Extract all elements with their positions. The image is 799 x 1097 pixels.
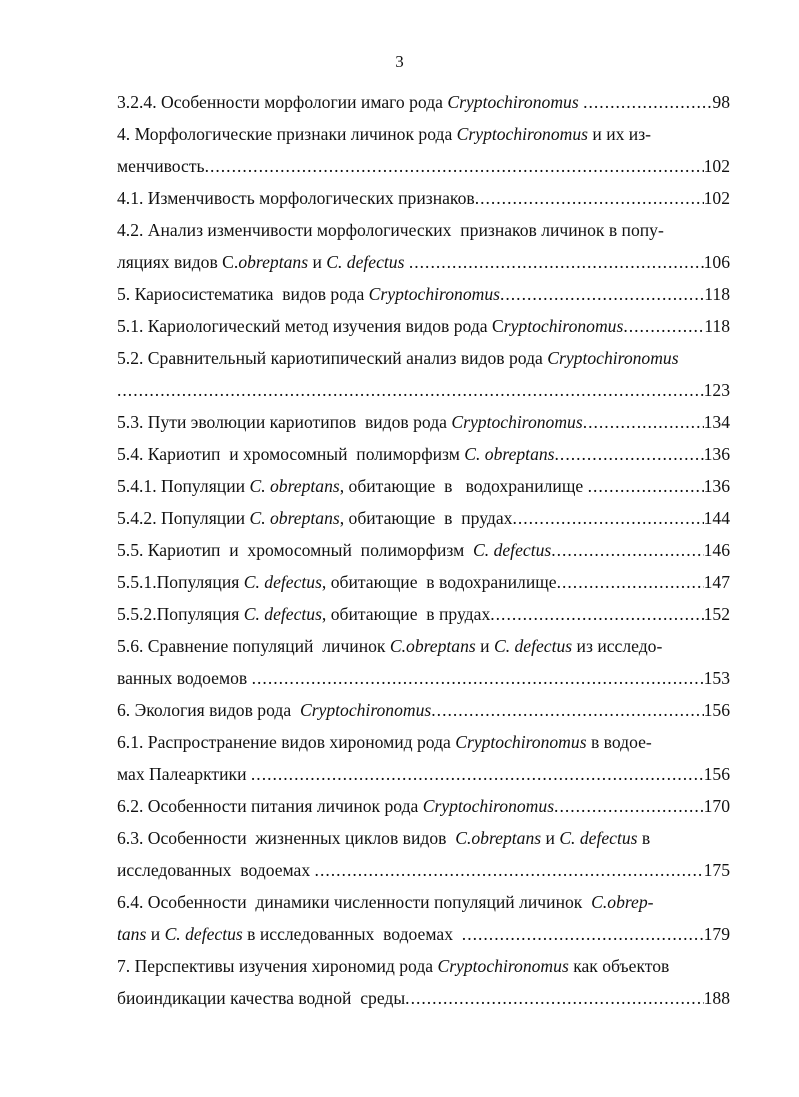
toc-line bbox=[117, 662, 730, 694]
toc-page-number: 179 bbox=[703, 924, 730, 944]
toc-text-segment: , обитающие в водохранилище bbox=[321, 572, 557, 592]
toc-line bbox=[117, 854, 730, 886]
toc-text-segment: в водое- bbox=[586, 732, 652, 752]
toc-text-segment: 5.5. Кариотип и хромосомный полиморфизм bbox=[117, 540, 474, 560]
toc-line bbox=[117, 534, 730, 566]
taxon-name: obreptans bbox=[238, 252, 309, 272]
toc-line-text bbox=[117, 662, 252, 694]
taxon-name: C. obreptans bbox=[249, 476, 340, 496]
leader-dots bbox=[205, 150, 704, 182]
toc-text-segment: 5.1. Кариологический метод изучения видов рода C bbox=[117, 316, 504, 336]
toc-page-number: 152 bbox=[703, 604, 730, 624]
toc-line-text bbox=[117, 886, 654, 918]
toc-page-number: 106 bbox=[703, 252, 730, 272]
toc-line-text bbox=[117, 182, 475, 214]
toc-text-segment: , обитающие в прудах bbox=[321, 604, 491, 624]
leader-dots bbox=[252, 662, 704, 694]
leader-dots bbox=[623, 310, 704, 342]
leader-dots bbox=[554, 790, 704, 822]
page-number: 3 bbox=[395, 52, 404, 71]
taxon-name: Cryptochironomus bbox=[299, 700, 432, 720]
toc-text-segment: из исследо- bbox=[572, 636, 663, 656]
toc-page-number: 102 bbox=[703, 156, 730, 176]
toc-page-number: 147 bbox=[703, 572, 730, 592]
toc-line bbox=[117, 470, 730, 502]
toc-line-text bbox=[117, 822, 650, 854]
table-of-contents bbox=[117, 86, 730, 1014]
taxon-name: Cryptochironomus bbox=[437, 956, 569, 976]
toc-text-segment: 5.3. Пути эволюции кариотипов видов рода bbox=[117, 412, 452, 432]
toc-line-text bbox=[117, 854, 315, 886]
leader-dots bbox=[583, 86, 712, 118]
taxon-name: Cryptochironomus bbox=[455, 732, 587, 752]
toc-line bbox=[117, 918, 730, 950]
toc-line bbox=[117, 950, 730, 982]
taxon-name: C.obreptans bbox=[455, 828, 542, 848]
toc-line bbox=[117, 630, 730, 662]
leader-dots bbox=[551, 534, 703, 566]
taxon-name: C. obreptans bbox=[249, 508, 340, 528]
toc-line bbox=[117, 822, 730, 854]
toc-text-segment: 5. Кариосистематика видов рода bbox=[117, 284, 369, 304]
toc-line-text bbox=[117, 534, 551, 566]
toc-text-segment: 6.4. Особенности динамики численности популяций личинок bbox=[117, 892, 592, 912]
taxon-name: C. defectus bbox=[243, 604, 322, 624]
taxon-name: tans bbox=[117, 924, 147, 944]
taxon-name: Cryptochironomus bbox=[456, 124, 588, 144]
leader-dots bbox=[405, 982, 703, 1014]
toc-line-text bbox=[117, 758, 251, 790]
toc-line-text bbox=[117, 470, 588, 502]
toc-page-number: 144 bbox=[703, 508, 730, 528]
taxon-name: C. obreptans bbox=[464, 444, 555, 464]
toc-page-number: 136 bbox=[703, 476, 730, 496]
toc-page-number: 188 bbox=[703, 988, 730, 1008]
toc-line bbox=[117, 598, 730, 630]
toc-page-number: 102 bbox=[703, 188, 730, 208]
toc-line-text bbox=[117, 950, 669, 982]
leader-dots bbox=[512, 502, 703, 534]
toc-page-number: 118 bbox=[704, 284, 730, 304]
toc-line bbox=[117, 214, 730, 246]
toc-line-text bbox=[117, 438, 555, 470]
taxon-name: C. defectus bbox=[164, 924, 243, 944]
toc-text-segment: исследованных водоемах bbox=[117, 860, 315, 880]
toc-text-segment: , обитающие в водохранилище bbox=[339, 476, 588, 496]
toc-text-segment: 4. Морфологические признаки личинок рода bbox=[117, 124, 457, 144]
toc-line bbox=[117, 694, 730, 726]
leader-dots bbox=[462, 918, 704, 950]
taxon-name: Cryptochironomus bbox=[422, 796, 555, 816]
toc-line bbox=[117, 182, 730, 214]
toc-line-text bbox=[117, 566, 557, 598]
toc-page-number: 123 bbox=[703, 380, 730, 400]
taxon-name: C. defectus bbox=[559, 828, 638, 848]
toc-line bbox=[117, 886, 730, 918]
toc-line-text bbox=[117, 982, 405, 1014]
toc-text-segment: биоиндикации качества водной среды bbox=[117, 988, 406, 1008]
toc-line bbox=[117, 502, 730, 534]
leader-dots bbox=[490, 598, 703, 630]
toc-line-text bbox=[117, 150, 205, 182]
taxon-name: C.obreptans bbox=[389, 636, 476, 656]
toc-text-segment: 6.3. Особенности жизненных циклов видов bbox=[117, 828, 456, 848]
toc-text-segment: 5.4. Кариотип и хромосомный полиморфизм bbox=[117, 444, 465, 464]
toc-text-segment: менчивость bbox=[117, 156, 205, 176]
toc-line bbox=[117, 150, 730, 182]
leader-dots bbox=[583, 406, 704, 438]
leader-dots bbox=[431, 694, 703, 726]
toc-text-segment: 6. Экология видов рода bbox=[117, 700, 300, 720]
toc-line-text bbox=[117, 86, 583, 118]
toc-line-text bbox=[117, 118, 651, 150]
toc-page-number: 146 bbox=[703, 540, 730, 560]
toc-text-segment: 3.2.4. Особенности морфологии имаго рода bbox=[117, 92, 448, 112]
toc-page-number: 98 bbox=[712, 92, 730, 112]
toc-text-segment: 5.5.1.Популяция bbox=[117, 572, 244, 592]
toc-line bbox=[117, 374, 730, 406]
toc-text-segment: 5.4.1. Популяции bbox=[117, 476, 250, 496]
toc-text-segment: мах Палеарктики bbox=[117, 764, 251, 784]
toc-text-segment: ляциях видов C. bbox=[117, 252, 239, 272]
toc-text-segment: 6.2. Особенности питания личинок рода bbox=[117, 796, 423, 816]
toc-line bbox=[117, 758, 730, 790]
toc-line bbox=[117, 406, 730, 438]
taxon-name: Cryptochironomus bbox=[547, 348, 679, 368]
toc-line-text bbox=[117, 598, 490, 630]
toc-text-segment: 4.2. Анализ изменчивости морфологических признаков личинок в попу- bbox=[117, 220, 664, 240]
toc-text-segment: , обитающие в прудах bbox=[339, 508, 513, 528]
toc-line bbox=[117, 86, 730, 118]
leader-dots bbox=[251, 758, 704, 790]
toc-page-number: 170 bbox=[703, 796, 730, 816]
toc-text-segment: и bbox=[308, 252, 327, 272]
taxon-name: C. defectus bbox=[493, 636, 573, 656]
taxon-name: C. defectus bbox=[326, 252, 405, 272]
leader-dots bbox=[557, 566, 704, 598]
toc-line bbox=[117, 982, 730, 1014]
toc-line bbox=[117, 726, 730, 758]
taxon-name: C. defectus bbox=[243, 572, 322, 592]
leader-dots bbox=[117, 374, 704, 406]
taxon-name: ryptochironomus bbox=[503, 316, 624, 336]
leader-dots bbox=[409, 246, 704, 278]
toc-line-text bbox=[117, 630, 662, 662]
toc-text-segment: 4.1. Изменчивость морфологических признаков bbox=[117, 188, 475, 208]
toc-text-segment: 5.4.2. Популяции bbox=[117, 508, 250, 528]
toc-text-segment: 5.6. Сравнение популяций личинок bbox=[117, 636, 390, 656]
toc-line-text bbox=[117, 918, 462, 950]
toc-line-text bbox=[117, 726, 652, 758]
toc-line bbox=[117, 118, 730, 150]
toc-text-segment: и bbox=[475, 636, 494, 656]
taxon-name: Cryptochironomus bbox=[451, 412, 583, 432]
toc-line-text bbox=[117, 246, 409, 278]
toc-line bbox=[117, 342, 730, 374]
toc-page-number: 156 bbox=[703, 764, 730, 784]
toc-line bbox=[117, 790, 730, 822]
toc-text-segment: в bbox=[637, 828, 651, 848]
leader-dots bbox=[588, 470, 704, 502]
toc-line-text bbox=[117, 342, 679, 374]
leader-dots bbox=[555, 438, 704, 470]
toc-line bbox=[117, 566, 730, 598]
taxon-name: Cryptochironomus bbox=[447, 92, 579, 112]
toc-text-segment: 5.5.2.Популяция bbox=[117, 604, 244, 624]
toc-text-segment: и bbox=[541, 828, 560, 848]
taxon-name: C.obrep- bbox=[591, 892, 654, 912]
toc-text-segment: и bbox=[146, 924, 165, 944]
toc-page-number: 136 bbox=[703, 444, 730, 464]
toc-line-text bbox=[117, 502, 512, 534]
toc-text-segment: как объектов bbox=[568, 956, 670, 976]
toc-line-text bbox=[117, 214, 664, 246]
toc-page-number: 118 bbox=[704, 316, 730, 336]
toc-line-text bbox=[117, 790, 554, 822]
toc-text-segment: 7. Перспективы изучения хирономид рода bbox=[117, 956, 438, 976]
taxon-name: C. defectus bbox=[473, 540, 552, 560]
toc-line-text bbox=[117, 278, 500, 310]
taxon-name: Cryptochironomus bbox=[368, 284, 500, 304]
toc-line bbox=[117, 310, 730, 342]
toc-page-number: 175 bbox=[703, 860, 730, 880]
toc-line-text bbox=[117, 694, 431, 726]
toc-line-text bbox=[117, 310, 623, 342]
toc-line-text bbox=[117, 406, 583, 438]
toc-page-number: 156 bbox=[703, 700, 730, 720]
toc-text-segment: ванных водоемов bbox=[117, 668, 252, 688]
leader-dots bbox=[500, 278, 704, 310]
toc-text-segment: и их из- bbox=[587, 124, 652, 144]
toc-text-segment: в исследованных водоемах bbox=[242, 924, 462, 944]
toc-line bbox=[117, 246, 730, 278]
toc-text-segment: 5.2. Сравнительный кариотипический анализ видов рода bbox=[117, 348, 548, 368]
toc-line bbox=[117, 438, 730, 470]
toc-text-segment: 6.1. Распространение видов хирономид рода bbox=[117, 732, 456, 752]
leader-dots bbox=[315, 854, 704, 886]
leader-dots bbox=[475, 182, 704, 214]
toc-line bbox=[117, 278, 730, 310]
toc-page-number: 153 bbox=[703, 668, 730, 688]
toc-page-number: 134 bbox=[703, 412, 730, 432]
